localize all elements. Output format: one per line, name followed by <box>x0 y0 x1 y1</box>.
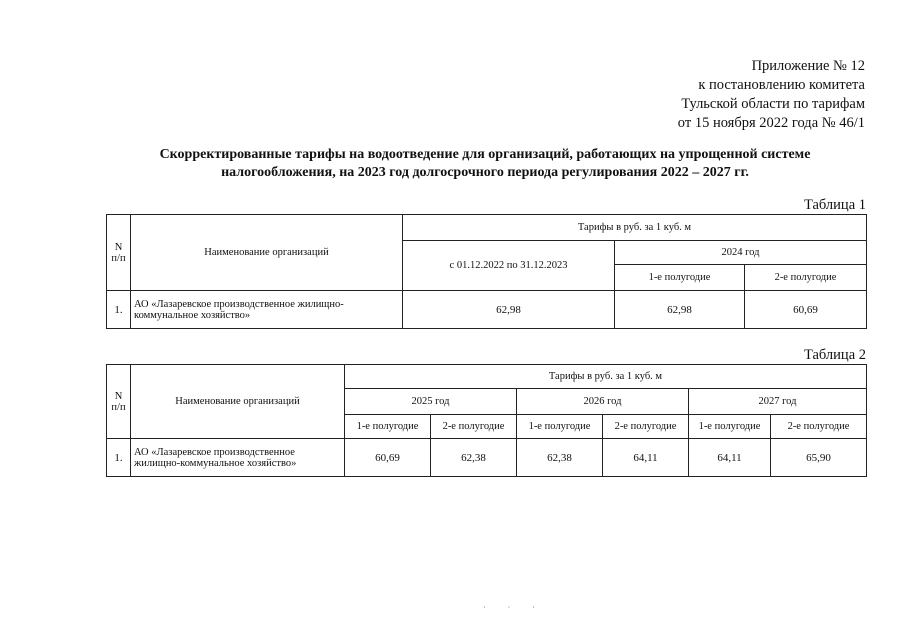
table1-caption: Таблица 1 <box>803 197 866 213</box>
table2-header-org: Наименование организаций <box>131 365 345 439</box>
table1-header-period: с 01.12.2022 по 31.12.2023 <box>403 241 615 291</box>
table2-header-2027-h1: 1-е полугодие <box>689 415 771 439</box>
table2-header-2025-h1: 1-е полугодие <box>345 415 431 439</box>
table1-header-year-2024: 2024 год <box>615 241 867 265</box>
table2-value-2027-h1: 64,11 <box>689 439 771 477</box>
table2-header-year-2026: 2026 год <box>517 389 689 415</box>
table1-value-2024-h2: 60,69 <box>745 291 867 329</box>
table1-header-half-2: 2-е полугодие <box>745 265 867 291</box>
table2-header-2027-h2: 2-е полугодие <box>771 415 867 439</box>
table2-header-2026-h2: 2-е полугодие <box>603 415 689 439</box>
table2-header-year-2025: 2025 год <box>345 389 517 415</box>
table2-header-2026-h1: 1-е полугодие <box>517 415 603 439</box>
table2-header-year-2027: 2027 год <box>689 389 867 415</box>
table1-value-2024-h1: 62,98 <box>615 291 745 329</box>
table2-value-2025-h2: 62,38 <box>431 439 517 477</box>
table2-header-num: N п/п <box>107 365 131 439</box>
title-line-1: Скорректированные тарифы на водоотведение для организаций, работающих на упрощенной системе <box>159 147 811 162</box>
table1-header-half-1: 1-е полугодие <box>615 265 745 291</box>
appendix-line-4: от 15 ноября 2022 года № 46/1 <box>677 115 865 131</box>
table2-value-2026-h2: 64,11 <box>603 439 689 477</box>
table2-row-org: АО «Лазаревское производственное жилищно-коммунальное хозяйство» <box>131 439 345 477</box>
table1-header-tariffs: Тарифы в руб. за 1 куб. м <box>403 215 867 241</box>
table2-row-num: 1. <box>107 439 131 477</box>
appendix-line-2: к постановлению комитета <box>698 77 865 93</box>
table2-caption: Таблица 2 <box>803 347 866 363</box>
appendix-line-3: Тульской области по тарифам <box>681 96 865 112</box>
table1-header-row-1 <box>107 215 867 241</box>
table-row <box>107 439 867 477</box>
table1-row-num: 1. <box>107 291 131 329</box>
table2-value-2026-h1: 62,38 <box>517 439 603 477</box>
table2-value-2027-h2: 65,90 <box>771 439 867 477</box>
appendix-header <box>678 57 865 133</box>
tariff-table-2 <box>106 364 867 477</box>
scan-artifact-dots: · · · <box>483 603 545 612</box>
table2-value-2025-h1: 60,69 <box>345 439 431 477</box>
table1-row-org: АО «Лазаревское производственное жилищно-коммунальное хозяйство» <box>131 291 403 329</box>
document-title <box>100 146 870 182</box>
table-row <box>107 291 867 329</box>
table2-header-row-1 <box>107 365 867 389</box>
table2-header-2025-h2: 2-е полугодие <box>431 415 517 439</box>
tariff-table-1 <box>106 214 867 329</box>
appendix-line-1: Приложение № 12 <box>751 58 865 74</box>
table1-header-num: N п/п <box>107 215 131 291</box>
table1-value-period: 62,98 <box>403 291 615 329</box>
title-line-2: налогообложения, на 2023 год долгосрочного периода регулирования 2022 – 2027 гг. <box>221 165 749 180</box>
table1-header-org: Наименование организаций <box>131 215 403 291</box>
table2-header-tariffs: Тарифы в руб. за 1 куб. м <box>345 365 867 389</box>
